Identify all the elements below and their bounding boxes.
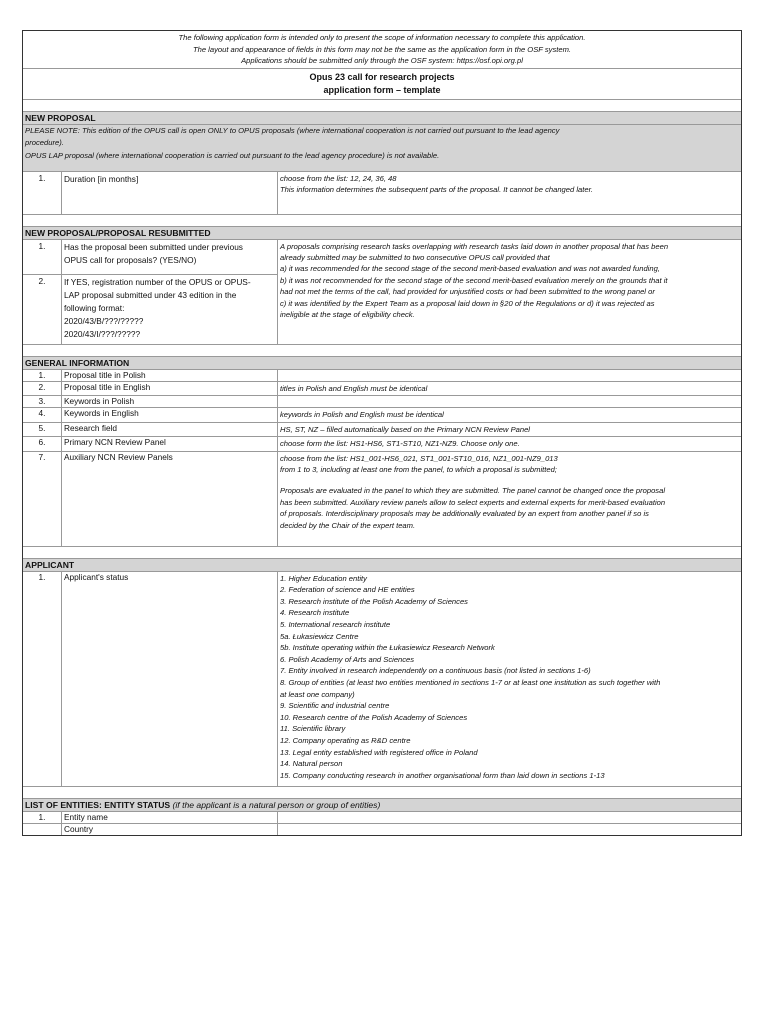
country-field[interactable] bbox=[278, 824, 741, 835]
reg-line-2: LAP proposal submitted under 43 edition in the bbox=[64, 289, 237, 300]
keywords-polish-field[interactable] bbox=[278, 396, 741, 407]
form-page bbox=[22, 30, 742, 836]
reg-format-b: 2020/43/B/???/????? bbox=[64, 315, 144, 326]
row-number: 1. bbox=[23, 240, 62, 274]
form-title-block bbox=[23, 68, 741, 99]
country-label: Country bbox=[62, 824, 278, 835]
title-english-field[interactable]: titles in Polish and English must be identical bbox=[280, 383, 428, 393]
general-row-3 bbox=[23, 395, 741, 407]
entities-heading: LIST OF ENTITIES: ENTITY STATUS bbox=[25, 799, 171, 810]
status-option: 4. Research institute bbox=[280, 608, 350, 618]
section-heading: GENERAL INFORMATION bbox=[23, 357, 741, 369]
rule-line: ineligible at the stage of eligibility check. bbox=[280, 310, 415, 319]
registration-number-field[interactable] bbox=[62, 275, 278, 344]
row-number: 1. bbox=[23, 172, 62, 214]
primary-panel-label: Primary NCN Review Panel bbox=[62, 437, 278, 450]
title-polish-label: Proposal title in Polish bbox=[62, 370, 278, 381]
section-general bbox=[23, 356, 741, 369]
note-line-1: PLEASE NOTE: This edition of the OPUS call is open ONLY to OPUS proposals (where international cooperation is not carried out pursuant to the lead agency bbox=[25, 125, 560, 135]
primary-panel-select[interactable]: choose form the list: HS1-HS6, ST1-ST10, NZ1-NZ9. Choose only one. bbox=[280, 439, 520, 449]
row-number: 5. bbox=[23, 423, 62, 436]
row-number: 2. bbox=[23, 275, 62, 344]
general-row-5 bbox=[23, 422, 741, 436]
research-field-field[interactable]: HS, ST, NZ – filled automatically based on the Primary NCN Review Panel bbox=[280, 424, 530, 434]
section-heading bbox=[23, 799, 741, 811]
aux-line: Proposals are evaluated in the panel to which they are submitted. The panel cannot be changed once the proposal bbox=[280, 486, 666, 496]
rule-line: b) it was not recommended for the second stage of the second merit-based evaluation merely on the grounds that it bbox=[280, 275, 668, 285]
previous-submission-question[interactable] bbox=[62, 240, 278, 274]
title-english-label: Proposal title in English bbox=[62, 382, 278, 395]
spacer bbox=[23, 786, 741, 798]
section-new-proposal bbox=[23, 111, 741, 124]
general-row-2 bbox=[23, 381, 741, 395]
country-row bbox=[23, 823, 741, 835]
duration-row bbox=[23, 171, 741, 214]
new-proposal-note bbox=[23, 124, 741, 171]
spacer bbox=[23, 546, 741, 558]
duration-field[interactable] bbox=[278, 172, 741, 214]
auxiliary-panels-label: Auxiliary NCN Review Panels bbox=[62, 452, 278, 546]
note-line-2: procedure). bbox=[25, 138, 64, 148]
aux-line: has been submitted. Auxiliary review panels allow to select experts and external experts for merit-based evaluation bbox=[280, 497, 666, 507]
keywords-polish-label: Keywords in Polish bbox=[62, 396, 278, 407]
intro-line-2: The layout and appearance of fields in this form may not be the same as the application form in the OSF system. bbox=[192, 44, 572, 54]
question-line-2: OPUS call for proposals? (YES/NO) bbox=[64, 254, 197, 265]
resubmission-rules bbox=[278, 240, 741, 344]
status-option: 5a. Łukasiewicz Centre bbox=[280, 631, 359, 641]
row-number: 1. bbox=[23, 370, 62, 381]
row-number: 7. bbox=[23, 452, 62, 546]
section-heading: NEW PROPOSAL/PROPOSAL RESUBMITTED bbox=[23, 227, 741, 239]
status-option: 6. Polish Academy of Arts and Sciences bbox=[280, 654, 415, 664]
row-number: 1. bbox=[23, 572, 62, 786]
general-row-4 bbox=[23, 407, 741, 421]
status-option: 11. Scientific library bbox=[280, 724, 346, 734]
spacer bbox=[23, 99, 741, 111]
aux-line: choose from the list: HS1_001-HS6_021, ST1_001-ST10_016, NZ1_001-NZ9_013 bbox=[280, 453, 558, 463]
aux-line: of proposals. Interdisciplinary proposals may be additionally evaluated by an expert from another panel if so is bbox=[280, 509, 649, 519]
applicant-status-label: Applicant's status bbox=[62, 572, 278, 786]
keywords-english-field[interactable]: keywords in Polish and English must be identical bbox=[280, 410, 444, 420]
applicant-status-options[interactable] bbox=[278, 572, 741, 786]
note-line-3: OPUS LAP proposal (where international cooperation is carried out pursuant to the lead agency procedure) is not available. bbox=[25, 150, 440, 160]
status-option: 5. International research institute bbox=[280, 619, 391, 629]
status-option: 2. Federation of science and HE entities bbox=[280, 585, 415, 595]
row-number: 3. bbox=[23, 396, 62, 407]
section-resubmitted bbox=[23, 226, 741, 239]
spacer bbox=[23, 344, 741, 356]
row-number bbox=[23, 824, 62, 835]
section-heading: NEW PROPOSAL bbox=[23, 112, 741, 124]
general-row-7 bbox=[23, 451, 741, 546]
duration-label: Duration [in months] bbox=[62, 172, 278, 214]
entities-heading-note: (if the applicant is a natural person or group of entities) bbox=[172, 799, 381, 810]
row-number: 2. bbox=[23, 382, 62, 395]
status-option: 5b. Institute operating within the Łukasiewicz Research Network bbox=[280, 643, 495, 653]
row-number: 1. bbox=[23, 812, 62, 823]
intro-line-1: The following application form is intended only to present the scope of information necessary to complete this application. bbox=[178, 33, 586, 42]
status-option: 13. Legal entity established with registered office in Poland bbox=[280, 747, 478, 757]
rule-line: c) it was identified by the Expert Team as a proposal laid down in §20 of the Regulations or d) it was rejected as bbox=[280, 298, 655, 308]
aux-line: decided by the Chair of the expert team. bbox=[280, 520, 416, 530]
duration-options: choose from the list: 12, 24, 36, 48 bbox=[280, 173, 397, 183]
entity-name-label: Entity name bbox=[62, 812, 278, 823]
rule-line: already submitted may be submitted to two consecutive OPUS call provided that bbox=[280, 252, 550, 262]
applicant-status-row bbox=[23, 571, 741, 786]
entity-name-field[interactable] bbox=[278, 812, 741, 823]
status-option: 8. Group of entities (at least two entities mentioned in sections 1-7 or at least one institution as such together with bbox=[280, 677, 661, 687]
spacer bbox=[23, 214, 741, 226]
row-number: 4. bbox=[23, 408, 62, 421]
rule-line: a) it was recommended for the second stage of the second merit-based evaluation and was not awarded funding, bbox=[280, 264, 660, 274]
intro-block bbox=[23, 31, 741, 68]
title-polish-field[interactable] bbox=[278, 370, 741, 381]
form-subtitle: application form – template bbox=[323, 84, 441, 95]
row-number: 6. bbox=[23, 437, 62, 450]
intro-line-3: Applications should be submitted only through the OSF system: https://osf.opi.org.pl bbox=[241, 56, 523, 66]
section-entities bbox=[23, 798, 741, 811]
status-option: 1. Higher Education entity bbox=[280, 573, 367, 583]
question-line-1: Has the proposal been submitted under previous bbox=[64, 241, 243, 252]
section-heading: APPLICANT bbox=[23, 559, 741, 571]
aux-line: from 1 to 3, including at least one from the panel, to which a proposal is submitted; bbox=[280, 465, 557, 474]
keywords-english-label: Keywords in English bbox=[62, 408, 278, 421]
status-option: 7. Entity involved in research independently on a continuous basis (not listed in sections 1-6) bbox=[280, 666, 591, 676]
reg-line-1: If YES, registration number of the OPUS or OPUS- bbox=[64, 276, 251, 287]
status-option: 3. Research institute of the Polish Academy of Sciences bbox=[280, 596, 468, 606]
application-form bbox=[22, 30, 742, 836]
status-option: 15. Company conducting research in another organisational form than laid down in sections 1-13 bbox=[280, 770, 605, 780]
status-option: 10. Research centre of the Polish Academy of Sciences bbox=[280, 712, 468, 722]
reg-format-i: 2020/43/I/???/????? bbox=[64, 328, 141, 339]
duration-hint: This information determines the subsequent parts of the proposal. It cannot be changed later. bbox=[280, 184, 593, 194]
reg-line-3: following format: bbox=[64, 302, 125, 313]
research-field-label: Research field bbox=[62, 423, 278, 436]
status-option: 9. Scientific and industrial centre bbox=[280, 701, 390, 711]
general-row-1 bbox=[23, 369, 741, 381]
auxiliary-panels-select[interactable] bbox=[278, 452, 741, 546]
entity-name-row bbox=[23, 811, 741, 823]
form-title: Opus 23 call for research projects bbox=[309, 71, 455, 82]
rule-line: A proposals comprising research tasks overlapping with research tasks laid down in another proposal that has been bbox=[280, 241, 669, 251]
resubmitted-block bbox=[23, 239, 741, 344]
section-applicant bbox=[23, 558, 741, 571]
status-option: at least one company) bbox=[280, 689, 355, 699]
status-option: 12. Company operating as R&D centre bbox=[280, 735, 411, 745]
general-row-6 bbox=[23, 436, 741, 450]
status-option: 14. Natural person bbox=[280, 759, 343, 769]
rule-line: had not met the terms of the call, had provided for unjustified costs or had been submitted to the wrong panel or bbox=[280, 287, 655, 297]
